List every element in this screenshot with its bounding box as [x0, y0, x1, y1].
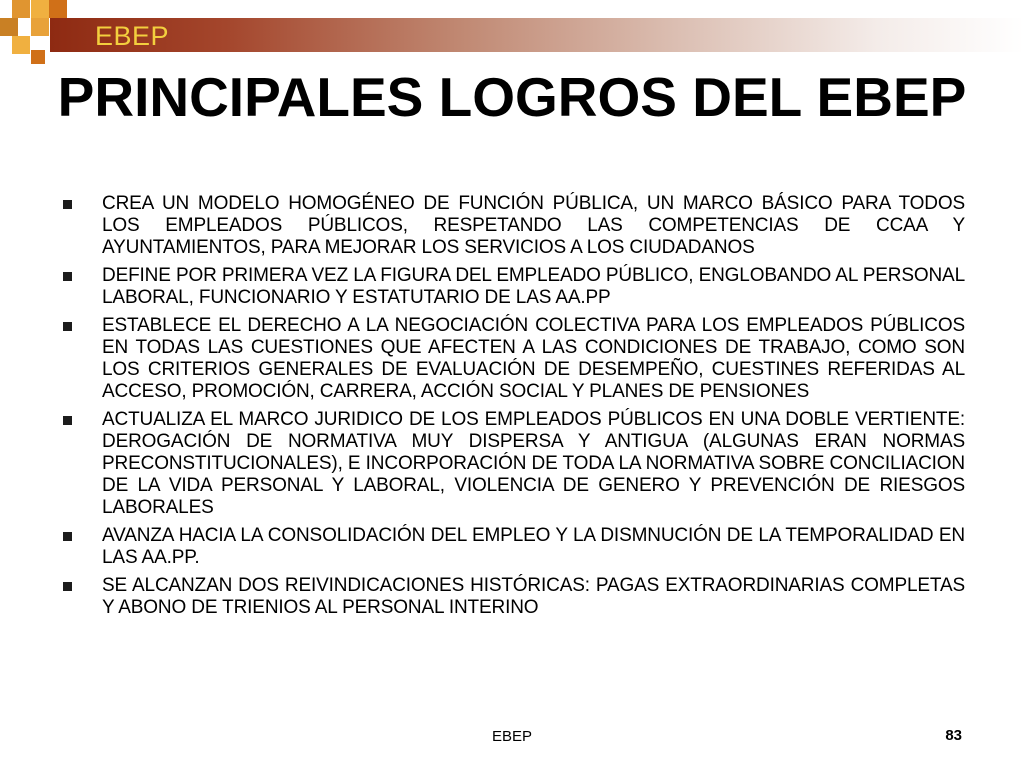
- slide-title: PRINCIPALES LOGROS DEL EBEP: [57, 66, 967, 128]
- square-bullet-icon: [63, 582, 72, 591]
- accent-square-7: [31, 50, 45, 64]
- bullet-item: [60, 315, 965, 403]
- header-bar: [50, 18, 1024, 52]
- header-label: EBEP: [95, 21, 170, 51]
- bullet-text: AVANZA HACIA LA CONSOLIDACIÓN DEL EMPLEO Y LA DISMNUCIÓN DE LA TEMPORALIDAD EN LAS AA.PP.: [102, 525, 965, 568]
- bullet-list: [60, 193, 965, 625]
- accent-square-3: [49, 0, 67, 18]
- bullet-text: CREA UN MODELO HOMOGÉNEO DE FUNCIÓN PÚBLICA, UN MARCO BÁSICO PARA TODOS LOS EMPLEADOS PÚBLICOS, RESPETANDO LAS COMPETENCIAS DE CCAA Y AYUNTAMIENTOS, PARA MEJORAR LOS SERVICIOS A LOS CIUDADANOS: [102, 193, 965, 258]
- square-bullet-icon: [63, 200, 72, 209]
- accent-square-1: [12, 0, 30, 18]
- accent-square-2: [31, 0, 49, 18]
- bullet-item: [60, 193, 965, 259]
- bullet-text: ESTABLECE EL DERECHO A LA NEGOCIACIÓN COLECTIVA PARA LOS EMPLEADOS PÚBLICOS EN TODAS LAS CUESTIONES QUE AFECTEN A LAS CONDICIONES DE TRABAJO, COMO SON LOS CRITERIOS GENERALES DE EVALUACIÓN DE DESEMPEÑO, CUESTINES REFERIDAS AL ACCESO, PROMOCIÓN, CARRERA, ACCIÓN SOCIAL Y PLANES DE PENSIONES: [102, 315, 965, 402]
- accent-square-5: [31, 18, 49, 36]
- page-number: 83: [945, 727, 962, 744]
- bullet-text: SE ALCANZAN DOS REIVINDICACIONES HISTÓRICAS: PAGAS EXTRAORDINARIAS COMPLETAS Y ABONO DE TRIENIOS AL PERSONAL INTERINO: [102, 575, 965, 618]
- bullet-text: DEFINE POR PRIMERA VEZ LA FIGURA DEL EMPLEADO PÚBLICO, ENGLOBANDO AL PERSONAL LABORAL, FUNCIONARIO Y ESTATUTARIO DE LAS AA.PP: [102, 265, 965, 308]
- footer-label: EBEP: [491, 728, 533, 745]
- square-bullet-icon: [63, 322, 72, 331]
- square-bullet-icon: [63, 532, 72, 541]
- bullet-item: [60, 525, 965, 569]
- accent-square-6: [12, 36, 30, 54]
- bullet-text: ACTUALIZA EL MARCO JURIDICO DE LOS EMPLEADOS PÚBLICOS EN UNA DOBLE VERTIENTE: DEROGACIÓN DE NORMATIVA MUY DISPERSA Y ANTIGUA (ALGUNAS ERAN NORMAS PRECONSTITUCIONALES), E INCORPORACIÓN DE TODA LA NORMATIVA SOBRE CONCILIACION DE LA VIDA PERSONAL Y LABORAL, VIOLENCIA DE GENERO Y PREVENCIÓN DE RIESGOS LABORALES: [102, 409, 965, 518]
- square-bullet-icon: [63, 416, 72, 425]
- square-bullet-icon: [63, 272, 72, 281]
- bullet-item: [60, 575, 965, 619]
- accent-square-4: [0, 18, 18, 36]
- bullet-item: [60, 409, 965, 519]
- bullet-item: [60, 265, 965, 309]
